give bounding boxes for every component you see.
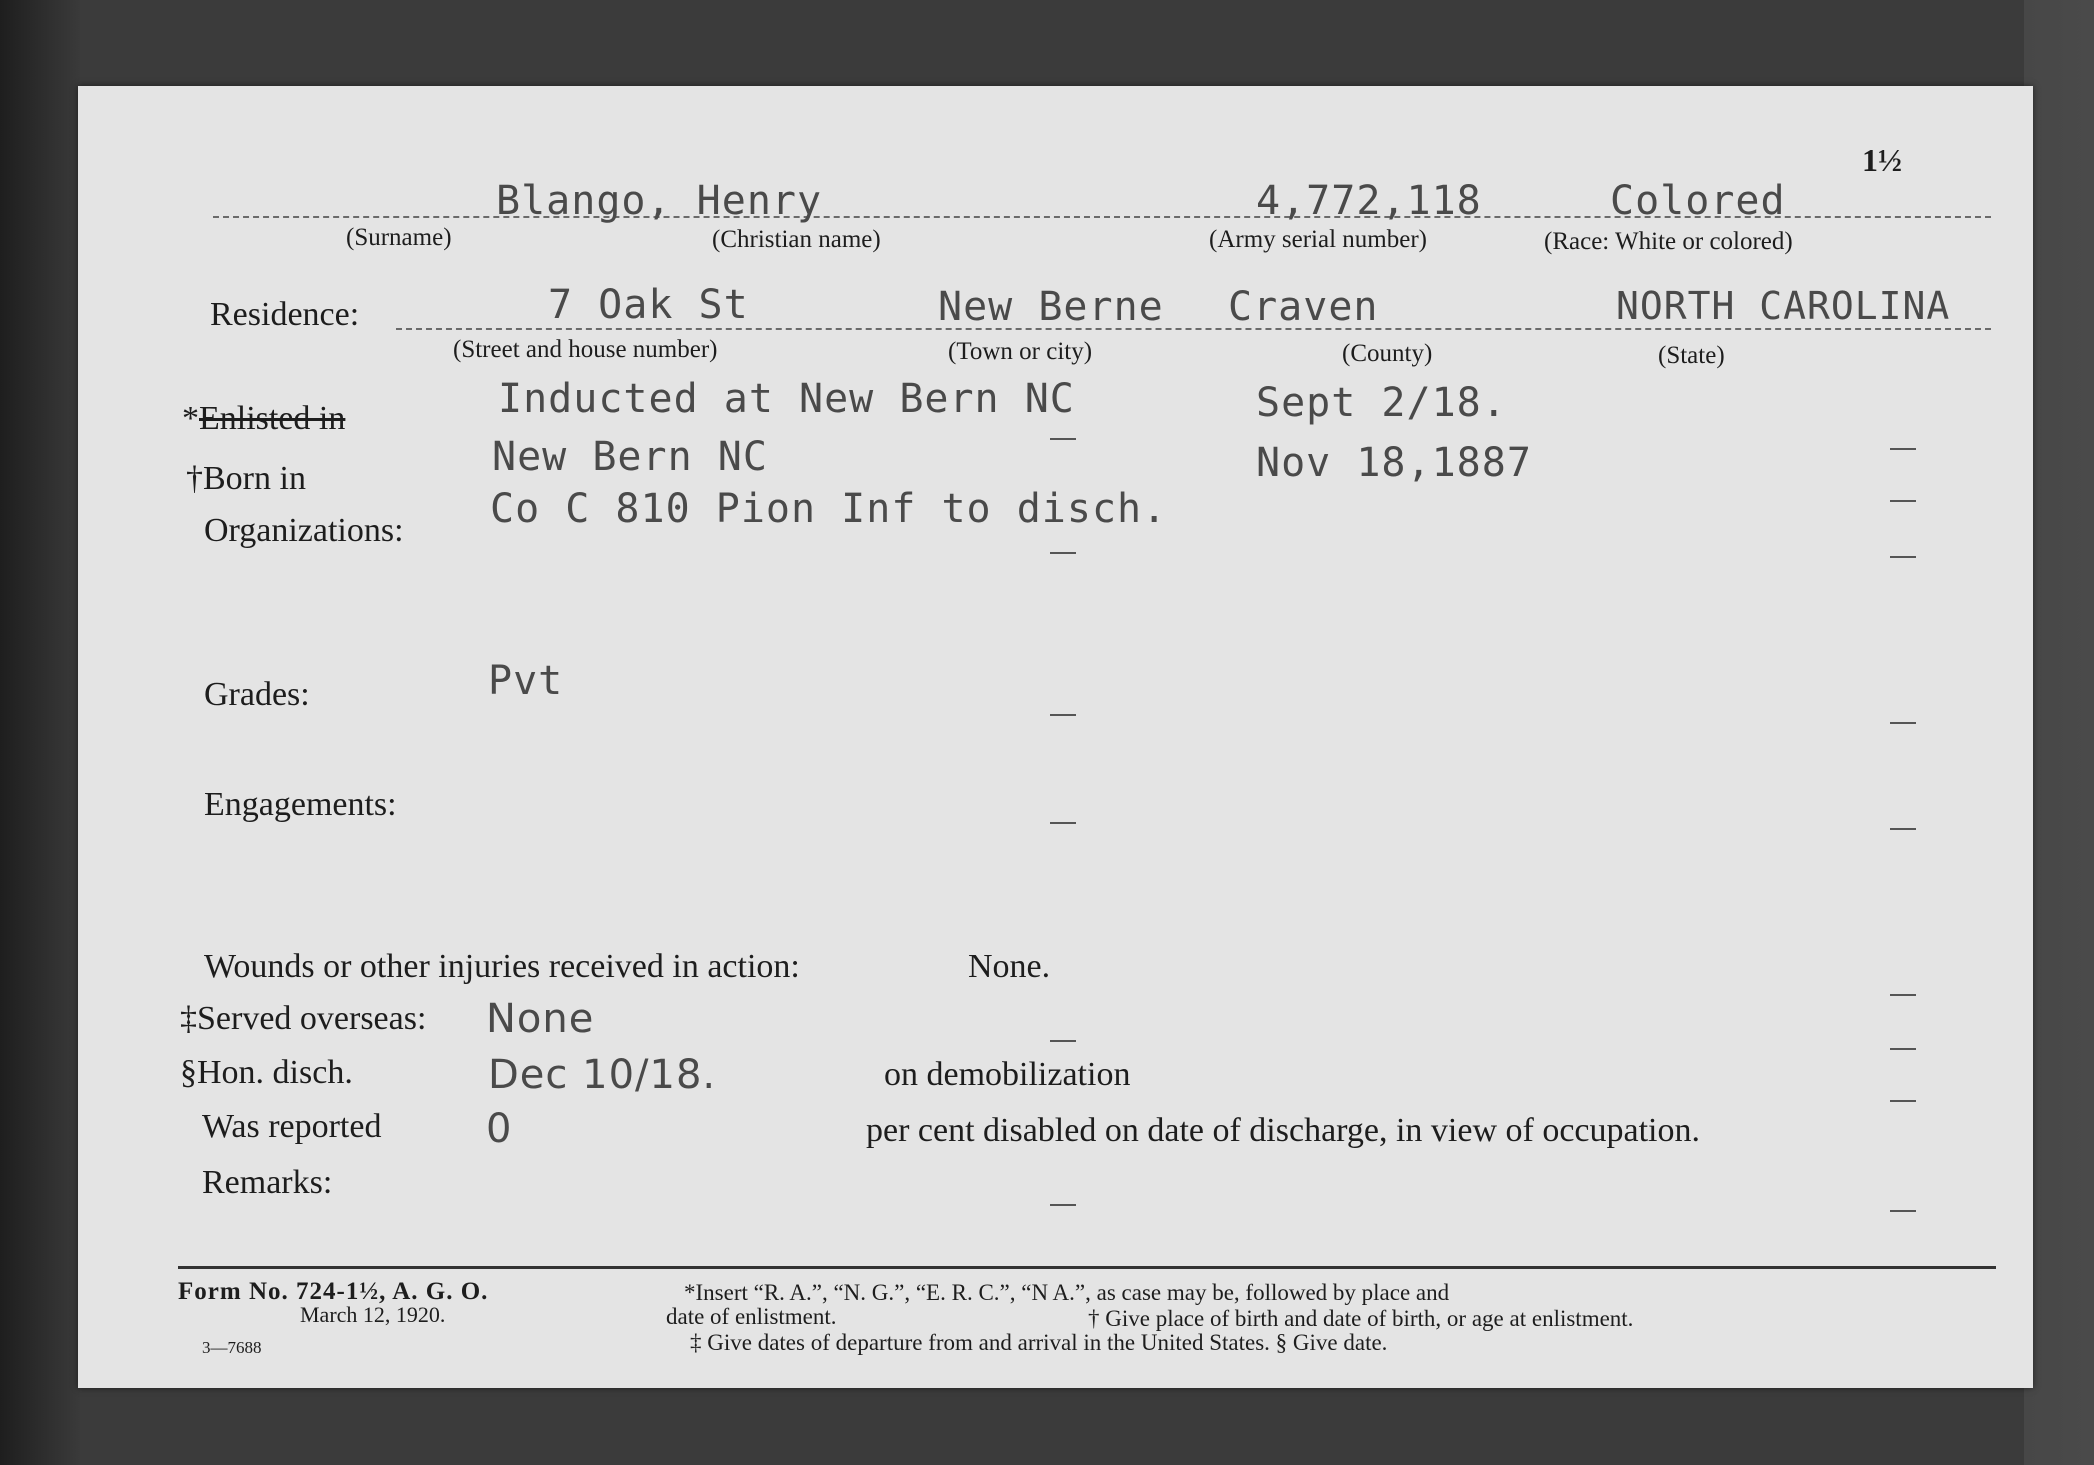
footer-rule — [178, 1266, 1996, 1269]
residence-state: NORTH CAROLINA — [1616, 284, 1951, 328]
overseas-marker: ‡ — [180, 1000, 197, 1037]
born-date: Nov 18,1887 — [1256, 440, 1532, 486]
born-label — [186, 460, 306, 498]
surname-value: Blango, Henry — [496, 178, 823, 224]
enlisted-marker: * — [182, 400, 199, 437]
town-caption: (Town or city) — [948, 338, 1093, 365]
overseas-value: None — [486, 996, 595, 1042]
enlisted-dash-right — [1890, 448, 1916, 450]
footnote-insert: *Insert “R. A.”, “N. G.”, “E. R. C.”, “N A.”, as case may be, followed by place and — [684, 1280, 1450, 1305]
grades-dash-mid — [1050, 714, 1076, 716]
organizations-dash-right — [1890, 556, 1916, 558]
print-code: 3—7688 — [202, 1338, 262, 1357]
overseas-dash-mid — [1050, 1040, 1076, 1042]
record-card — [78, 86, 2033, 1388]
enlisted-dash-mid — [1050, 438, 1076, 440]
engagements-dash-mid — [1050, 822, 1076, 824]
grades-label: Grades: — [204, 676, 310, 713]
race-caption: (Race: White or colored) — [1544, 228, 1793, 255]
disability-label: Was reported — [202, 1108, 382, 1145]
residence-town: New Berne — [938, 284, 1164, 330]
born-dash-right — [1890, 500, 1916, 502]
wounds-label: Wounds or other injuries received in action: — [204, 948, 800, 985]
born-label-text: Born in — [203, 460, 306, 497]
form-number: Form No. 724-1½, A. G. O. — [178, 1278, 489, 1305]
remarks-label: Remarks: — [202, 1164, 333, 1201]
christian-caption: (Christian name) — [712, 226, 881, 253]
footnote-insert-cont: date of enlistment. — [666, 1304, 837, 1329]
grades-dash-right — [1890, 722, 1916, 724]
disability-value: 0 — [486, 1106, 513, 1152]
wounds-dash-right — [1890, 994, 1916, 996]
overseas-label — [180, 1000, 426, 1038]
form-date: March 12, 1920. — [300, 1302, 446, 1327]
engagements-dash-right — [1890, 828, 1916, 830]
remarks-dash-right — [1890, 1210, 1916, 1212]
page-mark: 1½ — [1862, 142, 1902, 178]
enlisted-value: Inducted at New Bern NC — [498, 376, 1075, 422]
discharge-marker: § — [180, 1054, 197, 1091]
enlisted-label-text: Enlisted in — [199, 400, 346, 437]
organizations-dash-mid — [1050, 552, 1076, 554]
footnote-birth: † Give place of birth and date of birth, or age at enlistment. — [1088, 1306, 1634, 1331]
residence-street: 7 Oak St — [548, 282, 749, 328]
surname-caption: (Surname) — [346, 224, 452, 251]
serial-value: 4,772,118 — [1256, 178, 1482, 224]
organizations-value: Co C 810 Pion Inf to disch. — [490, 486, 1168, 532]
state-caption: (State) — [1658, 342, 1725, 369]
overseas-label-text: Served overseas: — [197, 1000, 427, 1037]
engagements-label: Engagements: — [204, 786, 397, 823]
discharge-value: Dec 10/18. — [488, 1052, 717, 1098]
county-caption: (County) — [1342, 340, 1433, 367]
street-caption: (Street and house number) — [453, 336, 718, 363]
overseas-dash-right — [1890, 1048, 1916, 1050]
born-value: New Bern NC — [492, 434, 768, 480]
dark-background-right — [2024, 0, 2094, 1465]
disability-suffix: per cent disabled on date of discharge, in view of occupation. — [866, 1112, 1700, 1149]
enlisted-date: Sept 2/18. — [1256, 380, 1507, 426]
grades-value: Pvt — [488, 658, 564, 704]
footnote-overseas: ‡ Give dates of departure from and arrival in the United States. § Give date. — [690, 1330, 1388, 1355]
wounds-value: None. — [968, 948, 1051, 985]
residence-label: Residence: — [210, 296, 360, 333]
residence-line — [396, 328, 1991, 330]
born-marker: † — [186, 460, 203, 497]
discharge-label-text: Hon. disch. — [197, 1054, 353, 1091]
remarks-dash-mid — [1050, 1204, 1076, 1206]
organizations-label: Organizations: — [204, 512, 404, 549]
discharge-label — [180, 1054, 353, 1092]
race-value: Colored — [1610, 178, 1786, 224]
residence-county: Craven — [1228, 284, 1379, 330]
dark-background-left — [0, 0, 80, 1465]
discharge-suffix: on demobilization — [884, 1056, 1131, 1093]
serial-caption: (Army serial number) — [1209, 226, 1427, 253]
enlisted-label — [182, 400, 345, 438]
discharge-dash-right — [1890, 1100, 1916, 1102]
